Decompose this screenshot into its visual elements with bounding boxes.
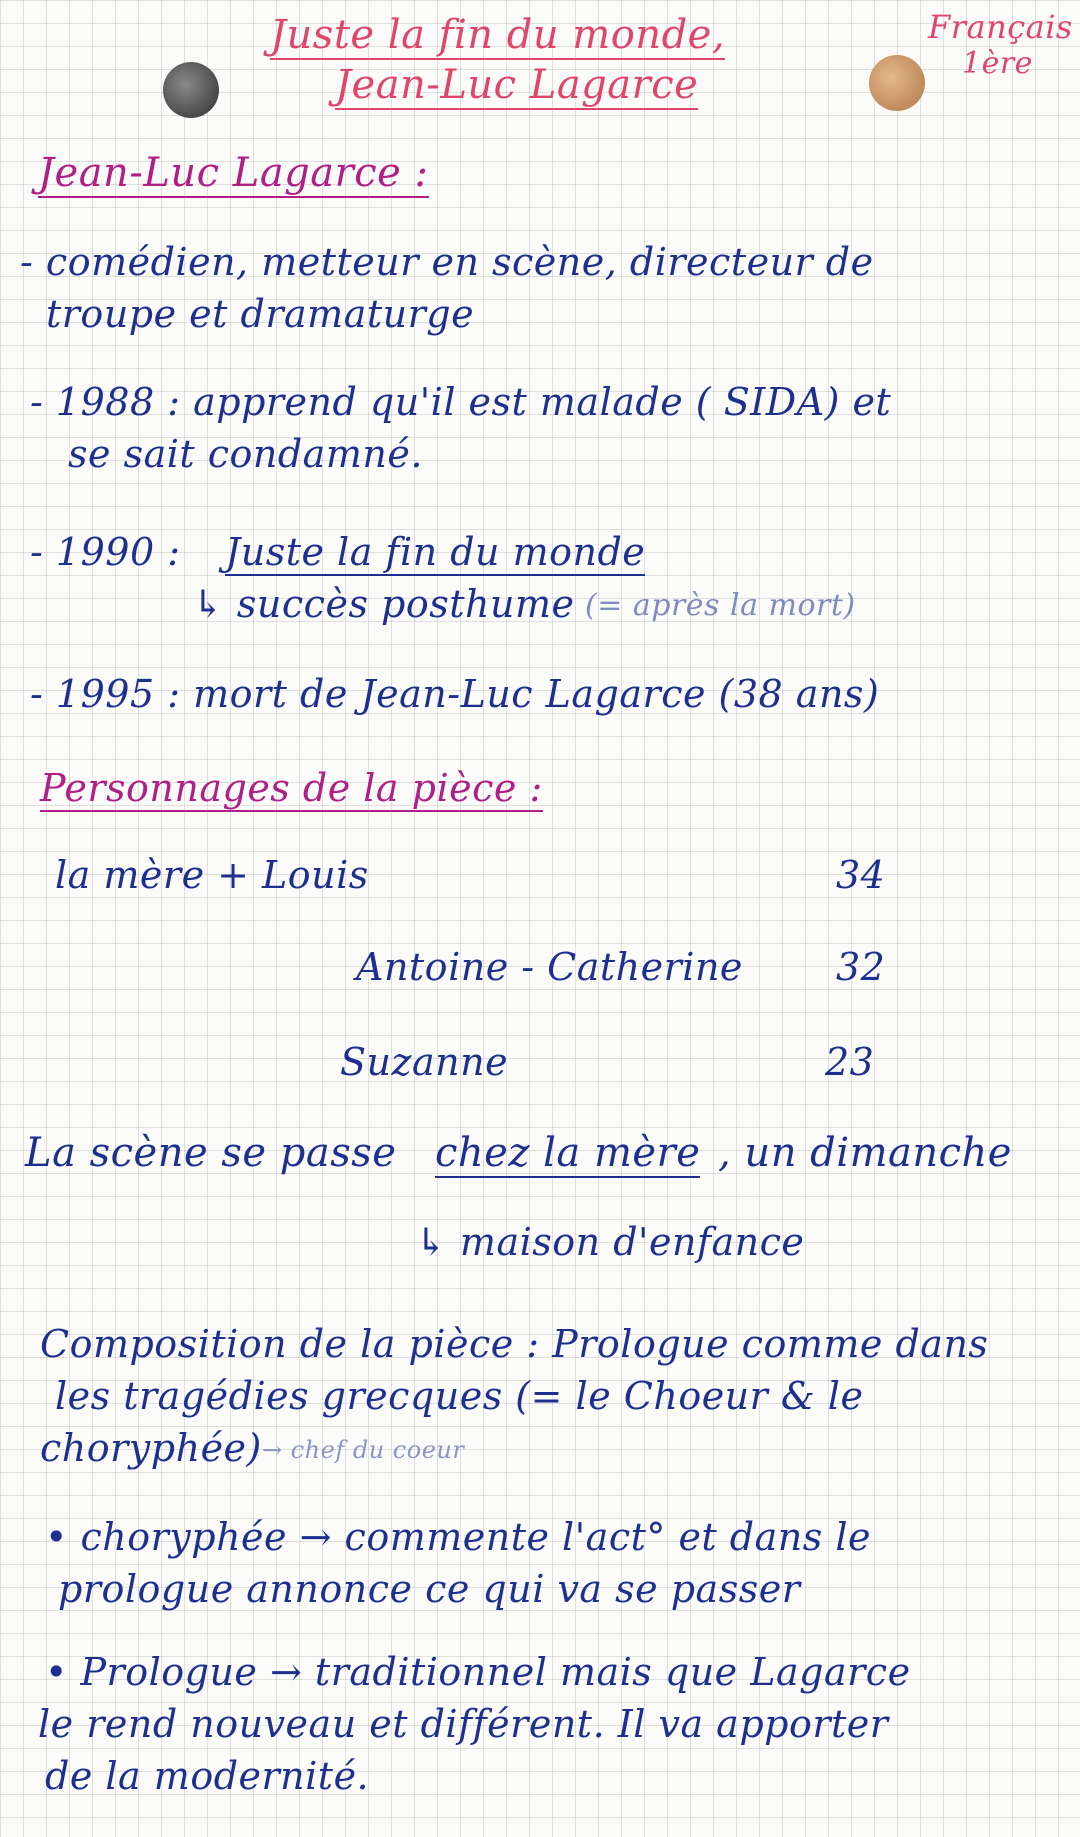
title-line2: Jean-Luc Lagarce	[335, 62, 699, 108]
setting-arrow-note: ↳ maison d'enfance	[415, 1220, 805, 1264]
section-heading-author: Jean-Luc Lagarce :	[38, 150, 429, 196]
item1-line1: - comédien, metteur en scène, directeur de	[20, 240, 874, 284]
character-row3-age: 23	[825, 1040, 875, 1084]
item3-note: (= après la mort)	[585, 588, 856, 623]
punch-hole-left	[163, 62, 219, 118]
subject-label: Français	[928, 8, 1073, 46]
composition-line3: choryphée)	[40, 1426, 262, 1470]
setting-suffix: , un dimanche	[718, 1130, 1012, 1176]
item2-line1: - 1988 : apprend qu'il est malade ( SIDA) et	[30, 380, 892, 424]
bullet2-line1: • Prologue → traditionnel mais que Lagarce	[45, 1650, 911, 1694]
character-row3: Suzanne	[340, 1040, 509, 1084]
composition-line1: Composition de la pièce : Prologue comme dans	[40, 1322, 989, 1366]
character-row2-age: 32	[836, 945, 886, 989]
item2-line2: se sait condamné.	[68, 432, 423, 476]
item1-line2: troupe et dramaturge	[46, 292, 475, 336]
composition-note: → chef du coeur	[262, 1436, 465, 1464]
bullet2-line3: de la modernité.	[45, 1754, 370, 1798]
bullet1-line2: prologue annonce ce qui va se passer	[58, 1567, 801, 1611]
character-row2: Antoine - Catherine	[356, 945, 743, 989]
setting-prefix: La scène se passe	[25, 1130, 397, 1176]
item3-arrow-note: ↳ succès posthume	[192, 582, 575, 626]
item3-work-title: Juste la fin du monde	[225, 530, 646, 574]
composition-line2: les tragédies grecques (= le Choeur & le	[55, 1374, 864, 1418]
level-label: 1ère	[962, 46, 1033, 81]
title-line1: Juste la fin du monde,	[270, 12, 726, 58]
section-heading-characters: Personnages de la pièce :	[40, 766, 543, 810]
setting-place: chez la mère	[435, 1130, 701, 1176]
character-row1-age: 34	[836, 853, 886, 897]
character-row1: la mère + Louis	[55, 853, 369, 897]
bullet1-line1: • choryphée → commente l'act° et dans le	[45, 1515, 871, 1559]
item3-prefix: - 1990 :	[30, 530, 181, 574]
item4: - 1995 : mort de Jean-Luc Lagarce (38 ans)	[30, 672, 880, 716]
punch-hole-right	[869, 55, 925, 111]
bullet2-line2: le rend nouveau et différent. Il va apporter	[38, 1702, 889, 1746]
